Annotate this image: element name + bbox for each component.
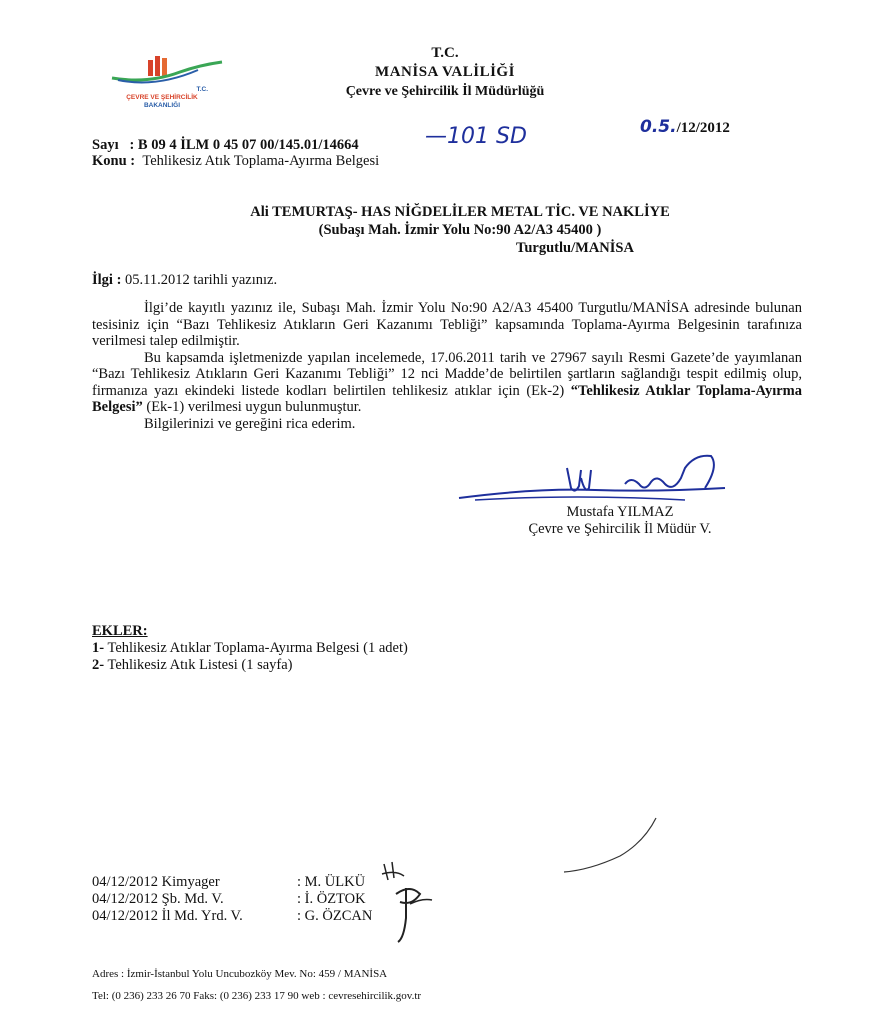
letter-body bbox=[92, 300, 802, 432]
ilgi-label: İlgi : bbox=[92, 272, 122, 288]
attachments bbox=[92, 623, 408, 674]
attachment-item bbox=[92, 657, 408, 674]
body-p2-a: Bu kapsamda işletmenizde yapılan incelemede, 17.06.2011 tarih ve 27967 sayılı Resmi Gazete’de yayımlanan “Bazı Tehlikesiz Atıkların Geri Kazanımı Tebliği” 12 nci Madde’de belirtilen şartların sağlandığı tespit edilmiş olup, firmanıza yazı ekindeki listede kodları belirtilen tehlikesiz atıklar için (Ek-2) bbox=[92, 349, 802, 399]
approval-role: 04/12/2012 İl Md. Yrd. V. bbox=[92, 908, 243, 924]
initials-mark bbox=[370, 858, 440, 948]
handwritten-day: 0.5. bbox=[640, 117, 677, 137]
body-p2-b: (Ek-1) verilmesi uygun bulunmuştur. bbox=[146, 399, 362, 415]
footer-phone-web: Tel: (0 236) 233 26 70 Faks: (0 236) 233 17 90 web : cevresehircilik.gov.tr bbox=[92, 990, 422, 1002]
footer-contact bbox=[92, 963, 421, 1007]
approval-list bbox=[92, 874, 372, 925]
footer-address: Adres : İzmir-İstanbul Yolu Uncubozköy Mev. No: 459 / MANİSA bbox=[92, 968, 388, 980]
reference-number bbox=[92, 137, 359, 154]
document-date bbox=[640, 117, 730, 137]
approval-name: : İ. ÖZTOK bbox=[297, 891, 366, 907]
approval-name: : M. ÜLKÜ bbox=[297, 874, 366, 890]
sayi-value: : B 09 4 İLM 0 45 07 00/145.01/14664 bbox=[129, 137, 359, 153]
approval-role: 04/12/2012 Şb. Md. V. bbox=[92, 891, 224, 907]
subject bbox=[92, 153, 379, 170]
attachment-item bbox=[92, 640, 408, 657]
approval-role: 04/12/2012 Kimyager bbox=[92, 874, 220, 890]
konu-value: Tehlikesiz Atık Toplama-Ayırma Belgesi bbox=[142, 153, 380, 169]
attachments-heading: EKLER: bbox=[92, 623, 148, 639]
reference-letter bbox=[92, 272, 277, 289]
recipient-block bbox=[140, 203, 780, 257]
pen-stroke-mark bbox=[560, 812, 670, 882]
attachment-num: 1- bbox=[92, 640, 105, 656]
body-paragraph-3: Bilgilerinizi ve gereğini rica ederim. bbox=[144, 415, 356, 432]
organization-header bbox=[300, 44, 590, 101]
logo-ministry: ÇEVRE VE ŞEHİRCİLİK bbox=[126, 94, 198, 101]
body-paragraph-1: İlgi’de kayıtlı yazınız ile, Subaşı Mah. İzmir Yolu No:90 A2/A3 45400 Turgutlu/MANİSA adresinde bulunan tesisiniz için “Bazı Tehlikesiz Atıkların Geri Kazanımı Tebliği” kapsamında Toplama-Ayırma Belgesinin tarafınıza verilmesi talep edilmiştir. bbox=[92, 300, 802, 349]
logo-ministry-2: BAKANLIĞI bbox=[143, 102, 181, 109]
attachment-num: 2- bbox=[92, 657, 105, 673]
body-paragraph-2 bbox=[92, 350, 802, 416]
certificate-title: “Tehlikesiz Atıklar Toplama-Ayırma Belgesi” bbox=[92, 382, 802, 415]
org-governorship: MANİSA VALİLİĞİ bbox=[375, 64, 515, 80]
approval-row bbox=[92, 874, 372, 891]
logo-tc: T.C. bbox=[196, 86, 208, 93]
org-directorate: Çevre ve Şehircilik İl Müdürlüğü bbox=[345, 84, 545, 99]
printed-date: /12/2012 bbox=[676, 120, 730, 136]
logo-text bbox=[112, 86, 212, 110]
org-tc: T.C. bbox=[431, 45, 459, 61]
sayi-label: Sayı bbox=[92, 137, 119, 153]
signer-title: Çevre ve Şehircilik İl Müdür V. bbox=[528, 521, 712, 537]
recipient-address: (Subaşı Mah. İzmir Yolu No:90 A2/A3 45400 ) bbox=[318, 222, 602, 238]
attachment-text: Tehlikesiz Atık Listesi (1 sayfa) bbox=[107, 657, 293, 673]
approval-name: : G. ÖZCAN bbox=[297, 908, 373, 924]
handwritten-ref: —101 SD bbox=[425, 124, 527, 149]
approval-row bbox=[92, 908, 372, 925]
konu-label: Konu : bbox=[92, 153, 136, 169]
approval-row bbox=[92, 891, 372, 908]
ilgi-value: 05.11.2012 tarihli yazınız. bbox=[125, 272, 278, 288]
attachment-text: Tehlikesiz Atıklar Toplama-Ayırma Belgesi (1 adet) bbox=[107, 640, 408, 656]
recipient-city: Turgutlu/MANİSA bbox=[516, 240, 634, 256]
recipient-name: Ali TEMURTAŞ- HAS NİĞDELİLER METAL TİC. VE NAKLİYE bbox=[250, 204, 670, 220]
signer-block bbox=[500, 504, 740, 538]
signer-name: Mustafa YILMAZ bbox=[566, 504, 674, 520]
